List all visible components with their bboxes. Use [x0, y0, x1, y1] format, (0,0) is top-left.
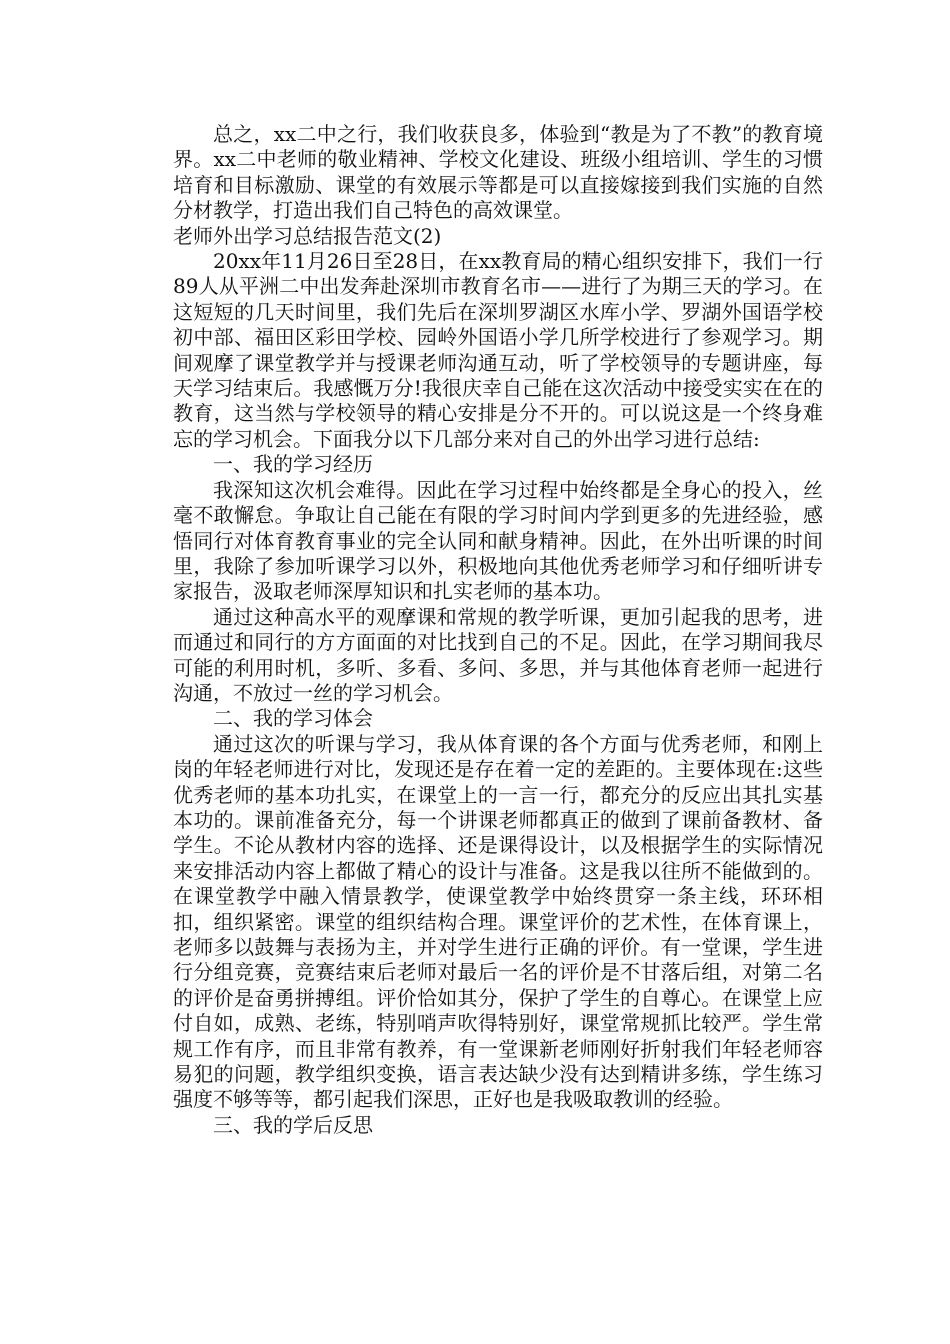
- heading-reflection: 三、我的学后反思: [213, 1112, 373, 1137]
- paragraph-trip-overview: 20xx年11月26日至28日，在xx教育局的精心组织安排下，我们一行89人从平洲二中出发奔赴深圳市教育名市——进行了为期三天的学习。在这短短的几天时间里，我们先后在深圳罗湖区水库小学、罗湖外国语学校初中部、福田区彩田学校、园岭外国语小学几所学校进行了参观学习。期间观摩了课堂教学并与授课老师沟通互动，听了学校领导的专题讲座，每天学习结束后。我感慨万分!我很庆幸自己能在这次活动中接受实实在在的教育，这当然与学校领导的精心安排是分不开的。可以说这是一个终身难忘的学习机会。下面我分以下几部分来对自己的外出学习进行总结:: [173, 249, 823, 451]
- section-title: 老师外出学习总结报告范文(2): [173, 223, 442, 248]
- heading-learning-insights: 二、我的学习体会: [213, 706, 373, 731]
- document-body: [173, 122, 823, 1138]
- heading-learning-experience: 一、我的学习经历: [213, 452, 373, 477]
- paragraph-observation-class: 通过这种高水平的观摩课和常规的教学听课，更加引起我的思考，进而通过和同行的方方面面的对比找到自己的不足。因此，在学习期间我尽可能的利用时机，多听、多看、多问、多思，并与其他体育老师一起进行沟通，不放过一丝的学习机会。: [173, 604, 823, 705]
- paragraph-learning-attitude: 我深知这次机会难得。因此在学习过程中始终都是全身心的投入，丝毫不敢懈怠。争取让自己能在有限的学习时间内学到更多的先进经验，感悟同行对体育教育事业的完全认同和献身精神。因此，在外出听课的时间里，我除了参加听课学习以外，积极地向其他优秀老师学习和仔细听讲专家报告，汲取老师深厚知识和扎实老师的基本功。: [173, 477, 823, 604]
- paragraph-insights-detail: 通过这次的听课与学习，我从体育课的各个方面与优秀老师，和刚上岗的年轻老师进行对比，发现还是存在着一定的差距的。主要体现在:这些优秀老师的基本功扎实，在课堂上的一言一行，都充分的反应出其扎实基本功的。课前准备充分，每一个讲课老师都真正的做到了课前备教材、备学生。不论从教材内容的选择、还是课得设计，以及根据学生的实际情况来安排活动内容上都做了精心的设计与准备。这是我以往所不能做到的。在课堂教学中融入情景教学，使课堂教学中始终贯穿一条主线，环环相扣，组织紧密。课堂的组织结构合理。课堂评价的艺术性，在体育课上，老师多以鼓舞与表扬为主，并对学生进行正确的评价。有一堂课，学生进行分组竞赛，竞赛结束后老师对最后一名的评价是不甘落后组，对第二名的评价是奋勇拼搏组。评价恰如其分，保护了学生的自尊心。在课堂上应付自如，成熟、老练，特别哨声吹得特别好，课堂常规抓比较严。学生常规工作有序，而且非常有教养，有一堂课新老师刚好折射我们年轻老师容易犯的问题，教学组织变换，语言表达缺少没有达到精讲多练，学生练习强度不够等等，都引起我们深思，正好也是我吸取教训的经验。: [173, 731, 823, 1112]
- intro-conclusion-paragraph: 总之，xx二中之行，我们收获良多，体验到“教是为了不教”的教育境界。xx二中老师的敬业精神、学校文化建设、班级小组培训、学生的习惯培育和目标激励、课堂的有效展示等都是可以直接嫁接到我们实施的自然分材教学，打造出我们自己特色的高效课堂。: [173, 122, 823, 223]
